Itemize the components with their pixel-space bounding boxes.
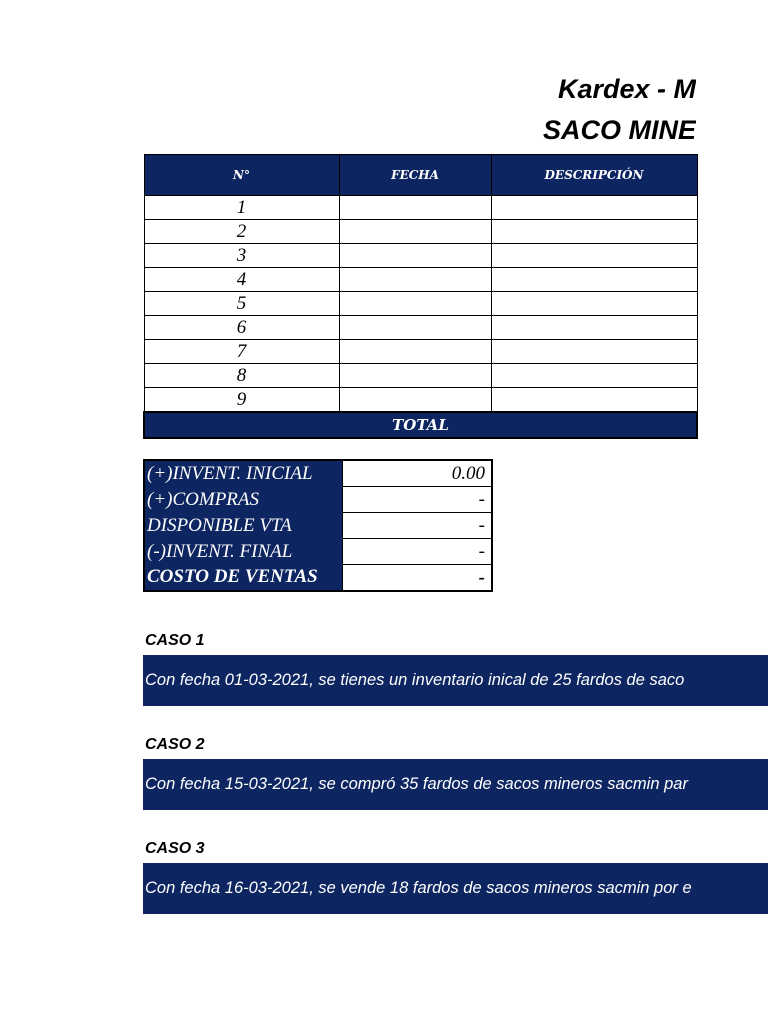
description-cell[interactable] bbox=[491, 292, 697, 316]
summary-value[interactable]: 0.00 bbox=[343, 460, 493, 487]
date-cell[interactable] bbox=[339, 340, 491, 364]
case-3-text: Con fecha 16-03-2021, se vende 18 fardos de sacos mineros sacmin por e bbox=[145, 879, 692, 897]
summary-row-initial-inventory bbox=[144, 460, 492, 487]
table-row bbox=[144, 220, 697, 244]
table-row bbox=[144, 196, 697, 220]
table-row bbox=[144, 340, 697, 364]
summary-value[interactable]: - bbox=[343, 487, 493, 513]
description-cell[interactable] bbox=[491, 220, 697, 244]
description-cell[interactable] bbox=[491, 388, 697, 413]
case-2-box bbox=[143, 759, 768, 810]
summary-value[interactable]: - bbox=[343, 539, 493, 565]
table-row bbox=[144, 364, 697, 388]
date-cell[interactable] bbox=[339, 244, 491, 268]
case-1-label: CASO 1 bbox=[145, 632, 205, 649]
description-cell[interactable] bbox=[491, 268, 697, 292]
table-row bbox=[144, 292, 697, 316]
case-2-label: CASO 2 bbox=[145, 736, 205, 753]
date-cell[interactable] bbox=[339, 196, 491, 220]
case-2-text: Con fecha 15-03-2021, se compró 35 fardos de sacos mineros sacmin par bbox=[145, 775, 688, 793]
table-row bbox=[144, 388, 697, 413]
total-row bbox=[144, 412, 697, 438]
row-number: 6 bbox=[144, 316, 339, 340]
date-cell[interactable] bbox=[339, 364, 491, 388]
row-number: 5 bbox=[144, 292, 339, 316]
summary-row-final-inventory bbox=[144, 539, 492, 565]
description-cell[interactable] bbox=[491, 316, 697, 340]
description-cell[interactable] bbox=[491, 244, 697, 268]
table-row bbox=[144, 244, 697, 268]
kardex-header-row bbox=[144, 155, 697, 196]
summary-row-available bbox=[144, 513, 492, 539]
summary-row-cost-of-sales bbox=[144, 565, 492, 592]
date-cell[interactable] bbox=[339, 316, 491, 340]
column-header-description: DESCRIPCIÓN bbox=[491, 155, 697, 196]
summary-label: (+)INVENT. INICIAL bbox=[144, 460, 343, 487]
column-header-date: FECHA bbox=[339, 155, 491, 196]
table-row bbox=[144, 316, 697, 340]
kardex-table bbox=[143, 154, 698, 439]
row-number: 9 bbox=[144, 388, 339, 413]
summary-label: (-)INVENT. FINAL bbox=[144, 539, 343, 565]
description-cell[interactable] bbox=[491, 196, 697, 220]
total-label: TOTAL bbox=[144, 412, 697, 438]
row-number: 2 bbox=[144, 220, 339, 244]
description-cell[interactable] bbox=[491, 364, 697, 388]
summary-label: COSTO DE VENTAS bbox=[144, 565, 343, 592]
case-3-box bbox=[143, 863, 768, 914]
sheet-title: Kardex - M bbox=[557, 74, 696, 104]
sheet-subtitle: SACO MINE bbox=[542, 115, 696, 145]
column-header-number: N° bbox=[144, 155, 339, 196]
row-number: 3 bbox=[144, 244, 339, 268]
summary-row-purchases bbox=[144, 487, 492, 513]
summary-label: (+)COMPRAS bbox=[144, 487, 343, 513]
row-number: 7 bbox=[144, 340, 339, 364]
row-number: 4 bbox=[144, 268, 339, 292]
row-number: 8 bbox=[144, 364, 339, 388]
description-cell[interactable] bbox=[491, 340, 697, 364]
date-cell[interactable] bbox=[339, 292, 491, 316]
case-1-text: Con fecha 01-03-2021, se tienes un inventario inical de 25 fardos de saco bbox=[145, 671, 685, 689]
summary-label: DISPONIBLE VTA bbox=[144, 513, 343, 539]
date-cell[interactable] bbox=[339, 220, 491, 244]
case-1-box bbox=[143, 655, 768, 706]
date-cell[interactable] bbox=[339, 268, 491, 292]
table-row bbox=[144, 268, 697, 292]
date-cell[interactable] bbox=[339, 388, 491, 413]
row-number: 1 bbox=[144, 196, 339, 220]
cost-summary-table bbox=[143, 459, 493, 592]
summary-value[interactable]: - bbox=[343, 513, 493, 539]
summary-value[interactable]: - bbox=[343, 565, 493, 592]
case-3-label: CASO 3 bbox=[145, 840, 205, 857]
